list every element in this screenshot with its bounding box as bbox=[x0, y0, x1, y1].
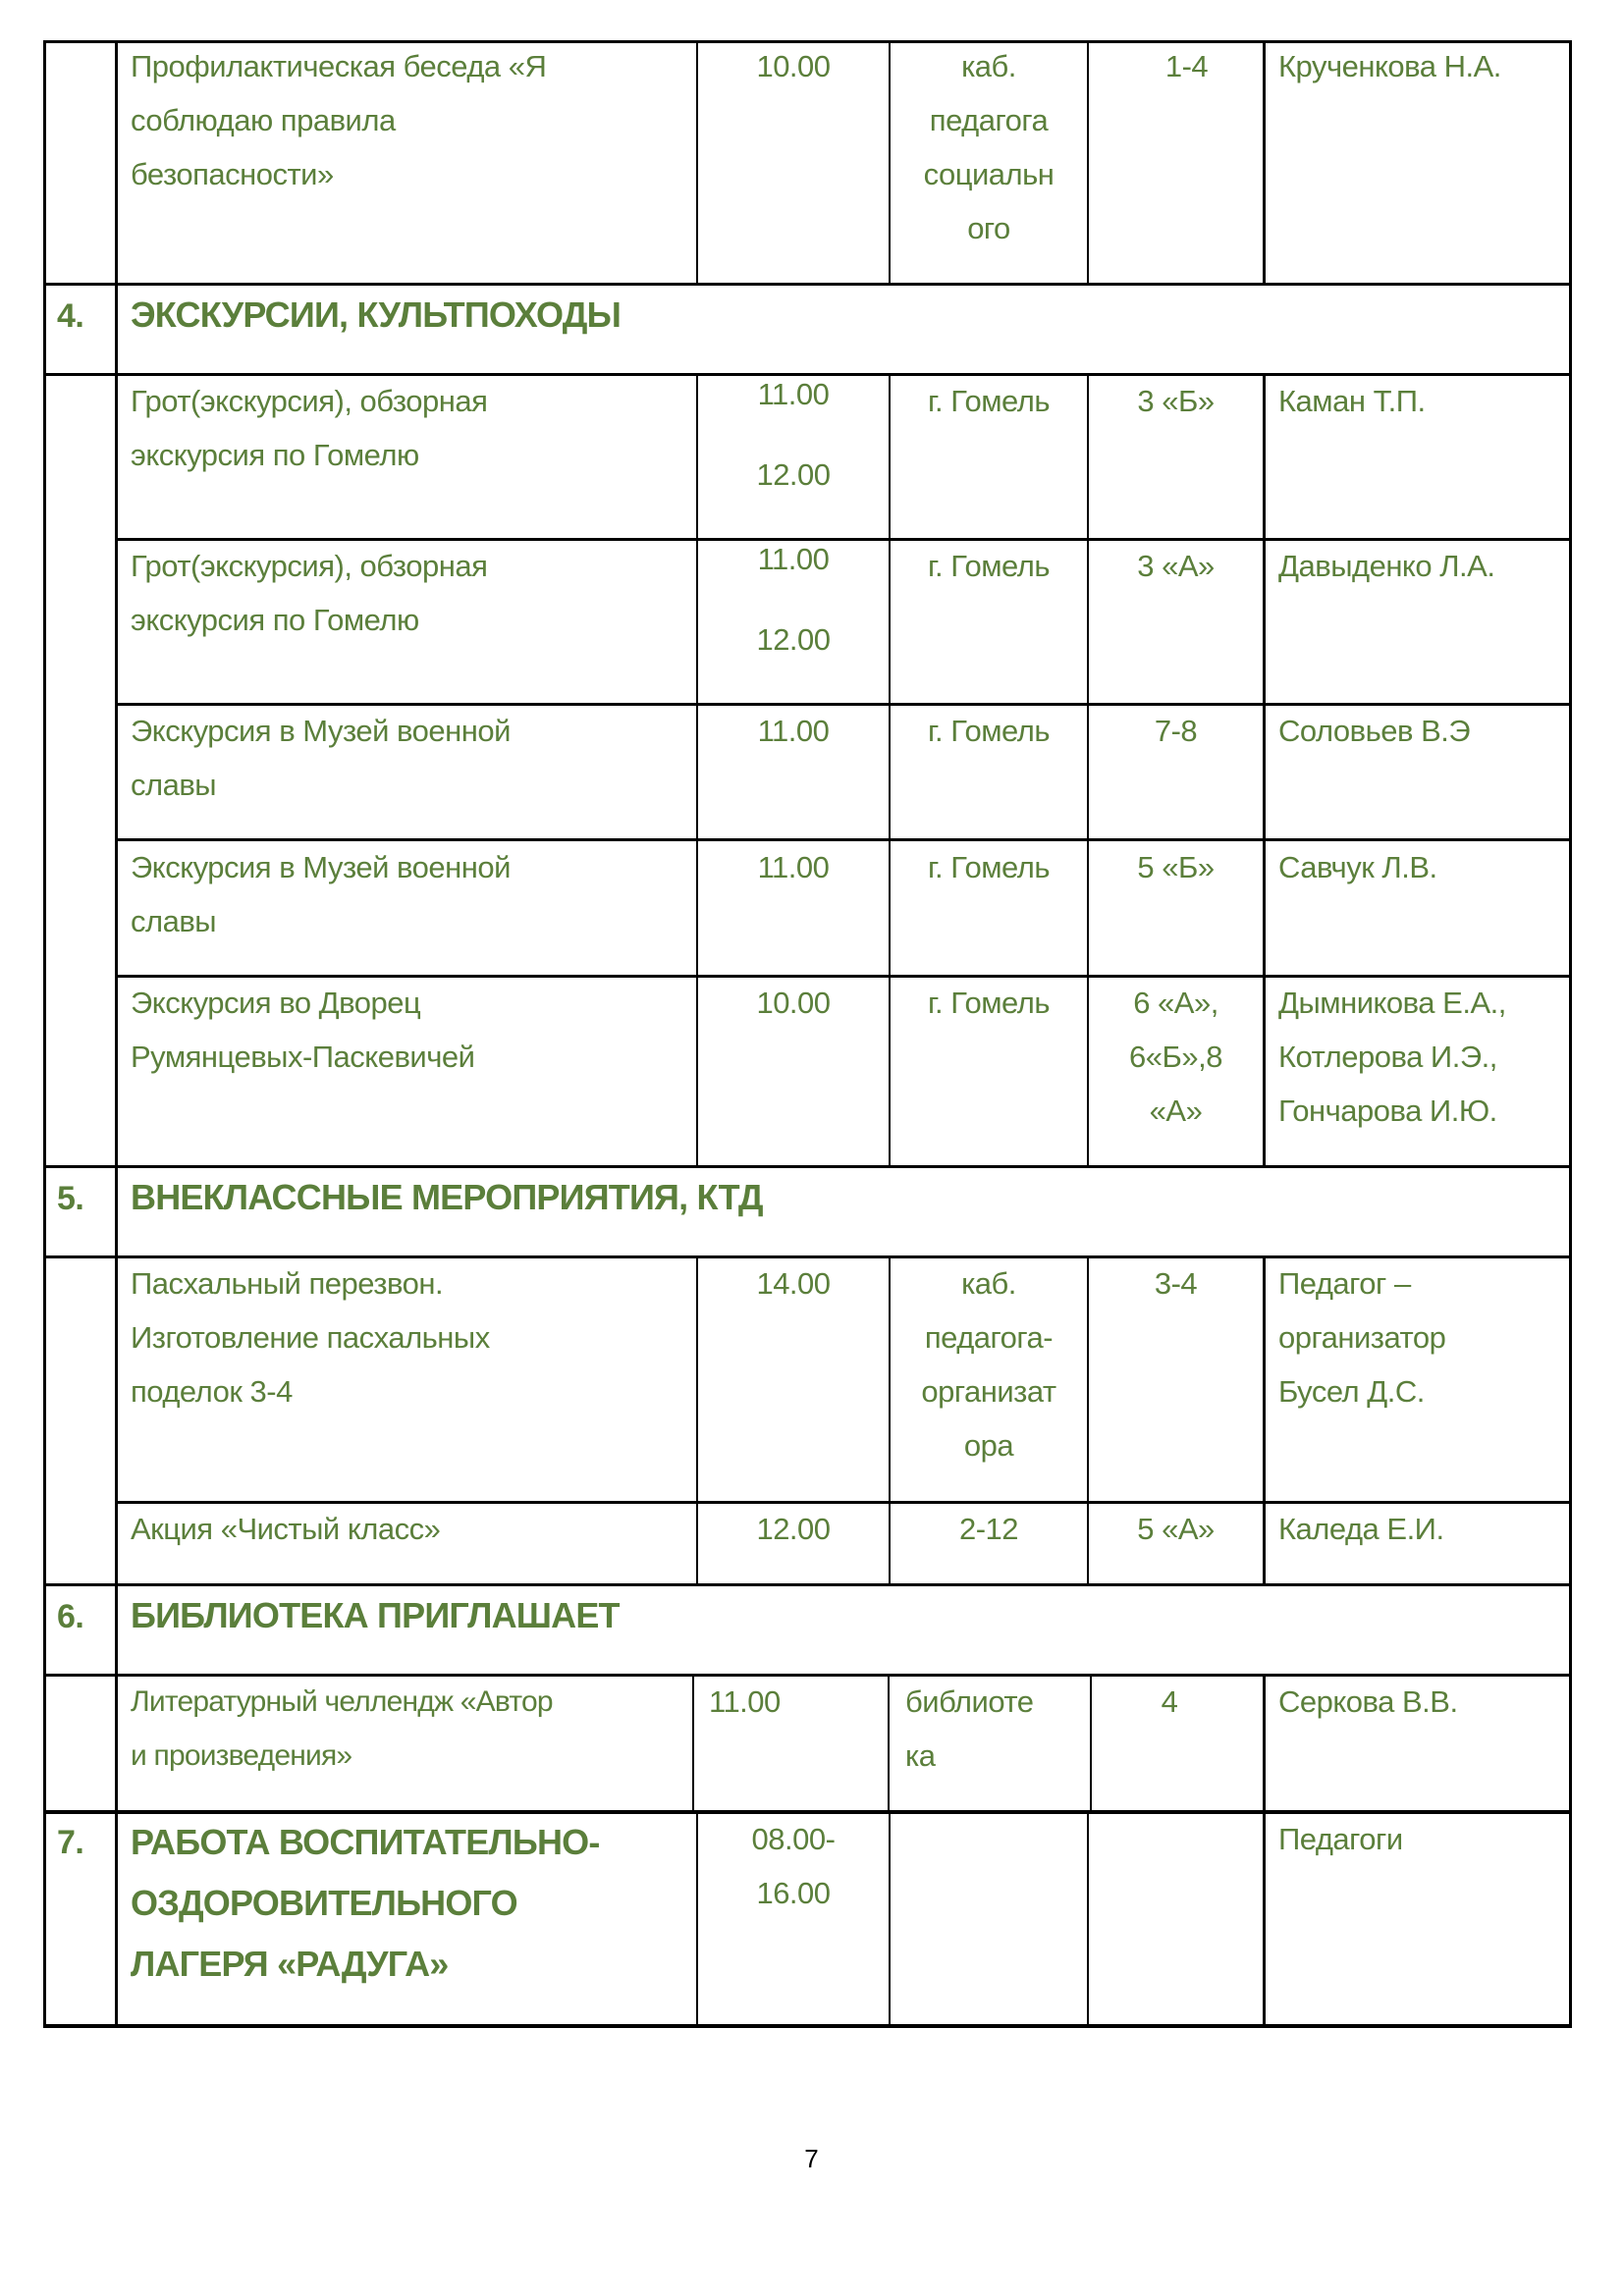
section-title: РАБОТА ВОСПИТАТЕЛЬНО- ОЗДОРОВИТЕЛЬНОГО ЛАГЕРЯ «РАДУГА» bbox=[131, 1822, 600, 1984]
place-cell: г. Гомель bbox=[928, 714, 1050, 748]
place-cell: г. Гомель bbox=[928, 850, 1050, 884]
responsible-cell: Педагог – организатор Бусел Д.С. bbox=[1278, 1266, 1446, 1409]
event-cell: Профилактическая беседа «Я соблюдаю правила безопасности» bbox=[131, 49, 547, 191]
responsible-cell: Дымникова Е.А., Котлерова И.Э., Гончарова И.Ю. bbox=[1278, 986, 1506, 1128]
responsible-cell: Каман Т.П. bbox=[1278, 384, 1426, 418]
classes-cell: 3 «Б» bbox=[1137, 384, 1215, 418]
column-divider bbox=[692, 1674, 694, 1812]
time-cell: 12.00 bbox=[756, 1512, 831, 1546]
column-divider bbox=[1263, 40, 1266, 285]
page-number: 7 bbox=[804, 2144, 819, 2173]
responsible-cell: Каледа Е.И. bbox=[1278, 1512, 1444, 1546]
time-cell: 11.00 bbox=[757, 850, 830, 884]
column-divider bbox=[1263, 1255, 1266, 1585]
time-cell: 10.00 bbox=[756, 49, 831, 83]
column-divider bbox=[1087, 1811, 1089, 2027]
time-cell: 10.00 bbox=[756, 986, 831, 1020]
classes-cell: 1-4 bbox=[1164, 49, 1209, 83]
time-cell: 08.00- 16.00 bbox=[751, 1822, 836, 1910]
event-cell: Пасхальный перезвон. Изготовление пасхальных поделок 3-4 bbox=[131, 1266, 490, 1409]
table-border-bottom bbox=[43, 2024, 1572, 2028]
classes-cell: 4 bbox=[1161, 1684, 1178, 1719]
table-border-left bbox=[43, 40, 46, 2027]
section-title: ВНЕКЛАССНЫЕ МЕРОПРИЯТИЯ, КТД bbox=[131, 1177, 763, 1217]
event-cell: Грот(экскурсия), обзорная экскурсия по Гомелю bbox=[131, 549, 488, 637]
responsible-cell: Крученкова Н.А. bbox=[1278, 49, 1501, 83]
event-cell: Литературный челлендж «Автор и произведения» bbox=[131, 1685, 553, 1772]
column-divider bbox=[1263, 373, 1266, 1167]
section-number: 5. bbox=[57, 1180, 84, 1217]
time-cell: 11.00 12.00 bbox=[756, 542, 831, 657]
place-cell: г. Гомель bbox=[928, 986, 1050, 1020]
event-cell: Акция «Чистый класс» bbox=[131, 1512, 441, 1546]
responsible-cell: Савчук Л.В. bbox=[1278, 850, 1437, 884]
responsible-cell: Соловьев В.Э bbox=[1278, 714, 1471, 748]
column-divider bbox=[1263, 1811, 1266, 2027]
event-cell: Экскурсия в Музей военной славы bbox=[131, 714, 511, 802]
place-cell: 2-12 bbox=[958, 1512, 1019, 1546]
number-column-divider bbox=[115, 40, 118, 2027]
event-cell: Экскурсия в Музей военной славы bbox=[131, 850, 511, 938]
classes-cell: 6 «А», 6«Б»,8 «А» bbox=[1129, 986, 1222, 1128]
column-divider bbox=[889, 1811, 891, 2027]
section-number: 7. bbox=[57, 1824, 84, 1861]
time-cell: 11.00 12.00 bbox=[756, 377, 831, 492]
responsible-cell: Серкова В.В. bbox=[1278, 1684, 1458, 1719]
place-cell: библиоте ка bbox=[905, 1684, 1034, 1773]
column-divider bbox=[888, 1674, 890, 1812]
section-title: БИБЛИОТЕКА ПРИГЛАШАЕТ bbox=[131, 1595, 620, 1635]
column-divider bbox=[1263, 1674, 1266, 1812]
place-cell: г. Гомель bbox=[928, 549, 1050, 583]
time-cell: 11.00 bbox=[757, 714, 830, 748]
classes-cell: 7-8 bbox=[1154, 714, 1198, 748]
classes-cell: 5 «А» bbox=[1137, 1512, 1215, 1546]
time-cell: 11.00 bbox=[709, 1684, 781, 1719]
responsible-cell: Давыденко Л.А. bbox=[1278, 549, 1495, 583]
event-cell: Экскурсия во Дворец Румянцевых-Паскевичей bbox=[131, 986, 475, 1074]
place-cell: г. Гомель bbox=[928, 384, 1050, 418]
event-cell: Грот(экскурсия), обзорная экскурсия по Гомелю bbox=[131, 384, 488, 472]
table-border-right bbox=[1569, 40, 1572, 2027]
place-cell: каб. педагога- организат ора bbox=[921, 1266, 1056, 1463]
section-number: 6. bbox=[57, 1598, 84, 1635]
responsible-cell: Педагоги bbox=[1278, 1822, 1403, 1856]
place-cell: каб. педагога социальн ого bbox=[923, 49, 1055, 245]
classes-cell: 3 «А» bbox=[1137, 549, 1215, 583]
classes-cell: 5 «Б» bbox=[1137, 850, 1215, 884]
section-title: ЭКСКУРСИИ, КУЛЬТПОХОДЫ bbox=[131, 294, 622, 335]
time-cell: 14.00 bbox=[756, 1266, 831, 1301]
column-divider bbox=[889, 373, 891, 1167]
section-number: 4. bbox=[57, 297, 84, 335]
classes-cell: 3-4 bbox=[1154, 1266, 1198, 1301]
